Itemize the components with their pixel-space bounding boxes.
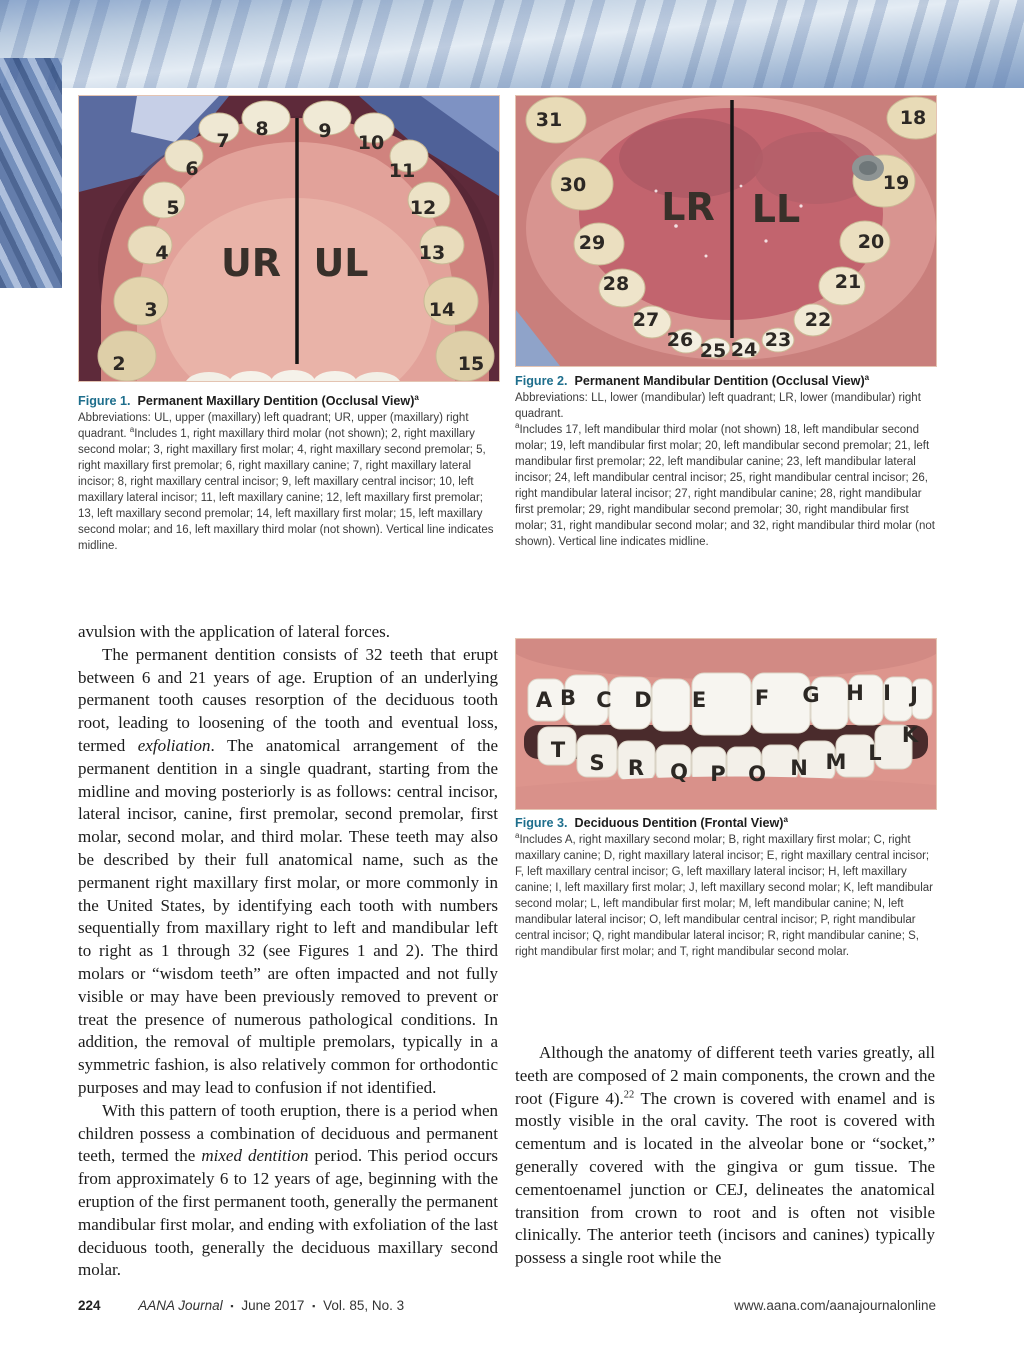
tooth-label-2: 2: [112, 353, 126, 375]
tooth-label-7: 7: [216, 130, 230, 152]
tooth-label-c: C: [596, 688, 612, 712]
paragraph-text: period. This period occurs from approximately 6 to 12 years of age, beginning with the eruption of the first permanent tooth, generally the permanent mandibular first molar, and ending with exfoliation of the last deciduous tooth, generally the deciduous maxillary second molar.: [78, 1146, 498, 1280]
tooth-label-3: 3: [144, 299, 158, 321]
figure-1-title-text: Permanent Maxillary Dentition (Occlusal View): [137, 394, 415, 408]
paragraph-text: With this pattern of tooth eruption, there is a period when children possess a combination of deciduous and permanent teeth, termed the: [78, 1100, 498, 1166]
tooth-label-20: 20: [857, 231, 885, 253]
tooth-label-30: 30: [559, 174, 587, 196]
tooth-label-22: 22: [804, 309, 832, 331]
figure-1-abbreviations: Abbreviations: UL, upper (maxillary) left quadrant; UR, upper (maxillary) right quadrant.: [78, 412, 469, 440]
maxillary-occlusal-illustration: [79, 96, 499, 381]
deciduous-frontal-illustration: [516, 639, 936, 809]
tooth-label-h: H: [846, 681, 864, 705]
page-footer: [78, 1298, 936, 1313]
figure-3-footnote-text: Includes A, right maxillary second molar; B, right maxillary first molar; C, right maxillary canine; D, right maxillary lateral incisor; E, right maxillary central incisor; F, left maxillary central incisor; G, left maxillary lateral incisor; H, left maxillary canine; I, left maxillary first molar; J, left maxillary second molar; K, left mandibular second molar; L, left mandibular first molar; M, left mandibular canine; N, left mandibular lateral incisor; O, left mandibular central incisor; P, right mandibular central incisor; Q, right mandibular lateral incisor; R, right mandibular canine; S, right mandibular first molar; and T, right mandibular second molar.: [515, 834, 933, 958]
tooth-label-m: M: [825, 750, 847, 774]
reference-22: 22: [623, 1088, 635, 1100]
figure-1-caption-text: [78, 410, 502, 554]
italic-term-mixed-dentition: mixed dentition: [201, 1146, 309, 1166]
paragraph-text: . The anatomical arrangement of the permanent dentition in a single quadrant, starting from the midline and moving posteriorly is as follows: central incisor, lateral incisor, canine, first premolar, second premolar, first molar, second molar, and third molar. These teeth may also be described by their full anatomical name, such as the permanent right maxillary first molar, or more commonly in the United States, by identifying each tooth with numbers sequentially from maxillary right to left and mandibular left to right as 1 through 32 (see Figures 1 and 2). The third molars or “wisdom teeth” are often impacted and not fully visible or may have been previously removed to prevent or treat the presence of numerous pathological conditions. In addition, the removal of multiple premolars, typically in a symmetric fashion, is also relatively common for orthodontic purposes and may lead to confusion if not identified.: [78, 735, 499, 1097]
footer-bullet-icon: ▪: [312, 1301, 316, 1311]
figure-1-title: [78, 393, 502, 410]
tooth-label-d: D: [634, 688, 652, 712]
tooth-label-j: J: [910, 683, 918, 707]
tooth-label-10: 10: [357, 132, 385, 154]
figure-3-caption: [515, 815, 939, 960]
figure-1-footnote-mark: a: [129, 425, 135, 435]
italic-term-exfoliation: exfoliation: [137, 735, 211, 755]
body-column-left: [78, 621, 498, 1282]
tooth-label-n: N: [790, 756, 808, 780]
figure-1-caption: [78, 393, 502, 554]
figure-3-title-footnote-mark: a: [783, 814, 788, 824]
decorative-corner-swirl: [0, 58, 62, 288]
figure-2-title: [515, 373, 939, 390]
tooth-label-23: 23: [764, 329, 792, 351]
figure-3-footnote: [515, 832, 939, 960]
tooth-label-s: S: [589, 751, 605, 775]
quadrant-label-ur: UR: [220, 241, 282, 285]
tooth-label-f: F: [754, 686, 770, 710]
figure-3-footnote-mark: a: [515, 831, 520, 841]
tooth-label-k: K: [901, 723, 919, 747]
figure-2-footnote-mark: a: [515, 421, 520, 431]
figure-2-title-footnote-mark: a: [864, 372, 870, 382]
tooth-label-i: I: [883, 681, 891, 705]
tooth-label-15: 15: [457, 353, 485, 375]
figure-2-label: Figure 2.: [515, 374, 568, 388]
paragraph-mixed-dentition: [78, 1100, 498, 1282]
paragraph-text: The crown is covered with enamel and is mostly visible in the oral cavity. The root is covered with cementum and is located in the alveolar bone or “socket,” generally covered with the gingiva or gum tissue. The cementoenamel junction or CEJ, delineates the anatomical transition from crown to root and is often not visible clinically. The anterior teeth (incisors and canines) typically possess a single root while the: [515, 1088, 936, 1268]
tooth-label-q: Q: [670, 760, 688, 784]
tooth-label-6: 6: [185, 158, 199, 180]
figure-3-label: Figure 3.: [515, 816, 568, 830]
figure-1-photo: [78, 95, 500, 382]
tooth-label-18: 18: [899, 107, 927, 129]
tooth-label-28: 28: [602, 273, 630, 295]
tooth-label-o: O: [748, 762, 766, 786]
figure-3-title: [515, 815, 939, 832]
tooth-label-4: 4: [155, 242, 169, 264]
paragraph-text: The permanent dentition consists of 32 teeth that erupt between 6 and 21 years of age. Eruption of an underlying permanent tooth causes resorption of the deciduous tooth root, leading to loosening of the tooth and eventual loss, termed: [78, 644, 498, 755]
footer-journal-name: AANA Journal: [138, 1298, 223, 1313]
figure-1-footnote-text: Includes 1, right maxillary third molar (not shown); 2, right maxillary second molar; 3, right maxillary first molar; 4, right maxillary second premolar; 5, right maxillary first premolar; 6, right maxillary canine; 7, right maxillary lateral incisor; 8, right maxillary central incisor; 9, left maxillary central incisor; 10, left maxillary lateral incisor; 11, left maxillary canine; 12, left maxillary first premolar; 13, left maxillary second premolar; 14, left maxillary first molar; 15, left maxillary second molar; and 16, left maxillary third molar (not shown). Vertical line indicates midline.: [78, 428, 494, 552]
footer-page-number: 224: [78, 1298, 101, 1313]
tooth-label-24: 24: [730, 339, 758, 361]
tooth-label-t: T: [550, 738, 566, 762]
tooth-label-5: 5: [166, 197, 180, 219]
tooth-label-13: 13: [418, 242, 446, 264]
tooth-label-25: 25: [699, 340, 727, 362]
tooth-label-e: E: [691, 688, 707, 712]
tooth-label-r: R: [627, 756, 645, 780]
figure-3-title-text: Deciduous Dentition (Frontal View): [574, 816, 784, 830]
tooth-label-l: L: [868, 741, 882, 765]
paragraph-tooth-anatomy: [515, 1042, 935, 1270]
mandibular-occlusal-illustration: [516, 96, 936, 366]
tooth-label-26: 26: [666, 329, 694, 351]
decorative-top-band: [0, 0, 1024, 90]
tooth-label-g: G: [802, 683, 820, 707]
tooth-label-a: A: [535, 688, 553, 712]
figure-2-title-text: Permanent Mandibular Dentition (Occlusal View): [574, 374, 865, 388]
figure-2-photo: [515, 95, 937, 367]
quadrant-label-ll: LL: [751, 187, 801, 231]
figure-3-photo: [515, 638, 937, 810]
tooth-label-9: 9: [318, 120, 332, 142]
tooth-label-12: 12: [409, 197, 437, 219]
body-column-right: [515, 1042, 935, 1270]
tooth-label-8: 8: [255, 118, 269, 140]
figure-2-footnote-text: Includes 17, left mandibular third molar (not shown) 18, left mandibular second molar; 19, left mandibular first molar; 20, left mandibular second premolar; 21, left mandibular first premolar; 22, left mandibular canine; 23, left mandibular lateral incisor; 24, left mandibular central incisor; 25, right mandibular central incisor; 26, right mandibular lateral incisor; 27, right mandibular canine; 28, right mandibular first premolar; 29, right mandibular second premolar; 30, right mandibular first molar; 31, right mandibular second molar; and 32, right mandibular third molar (not shown). Vertical line indicates midline.: [515, 424, 935, 548]
paragraph-text: Although the anatomy of different teeth varies greatly, all teeth are composed of 2 main components, the crown and the root (Figure 4).: [515, 1043, 935, 1108]
tooth-label-b: B: [559, 686, 577, 710]
footer-url-link[interactable]: www.aana.com/aanajournalonline: [734, 1298, 936, 1313]
amalgam-filling-center: [859, 161, 877, 175]
footer-journal-info: [78, 1298, 404, 1313]
tooth-label-p: P: [710, 762, 726, 786]
quadrant-label-ul: UL: [313, 241, 369, 285]
tooth-label-27: 27: [632, 309, 660, 331]
paragraph-permanent-dentition: [78, 644, 498, 1100]
figure-1-label: Figure 1.: [78, 394, 131, 408]
tooth-label-21: 21: [834, 271, 862, 293]
tooth-label-14: 14: [428, 299, 456, 321]
paragraph-continuation: avulsion with the application of lateral forces.: [78, 622, 391, 641]
tooth-label-19: 19: [882, 172, 910, 194]
figure-2-caption: [515, 373, 939, 550]
footer-date: June 2017: [241, 1298, 305, 1313]
quadrant-label-lr: LR: [661, 185, 715, 229]
footer-bullet-icon: ▪: [230, 1301, 234, 1311]
figure-2-footnote: [515, 422, 939, 550]
tooth-label-29: 29: [578, 232, 606, 254]
figure-2-abbreviations: Abbreviations: LL, lower (mandibular) left quadrant; LR, lower (mandibular) right quadrant.: [515, 392, 921, 420]
tooth-label-31: 31: [535, 109, 563, 131]
footer-volume: Vol. 85, No. 3: [323, 1298, 405, 1313]
figure-1-title-footnote-mark: a: [414, 392, 419, 402]
tooth-label-11: 11: [388, 160, 416, 182]
